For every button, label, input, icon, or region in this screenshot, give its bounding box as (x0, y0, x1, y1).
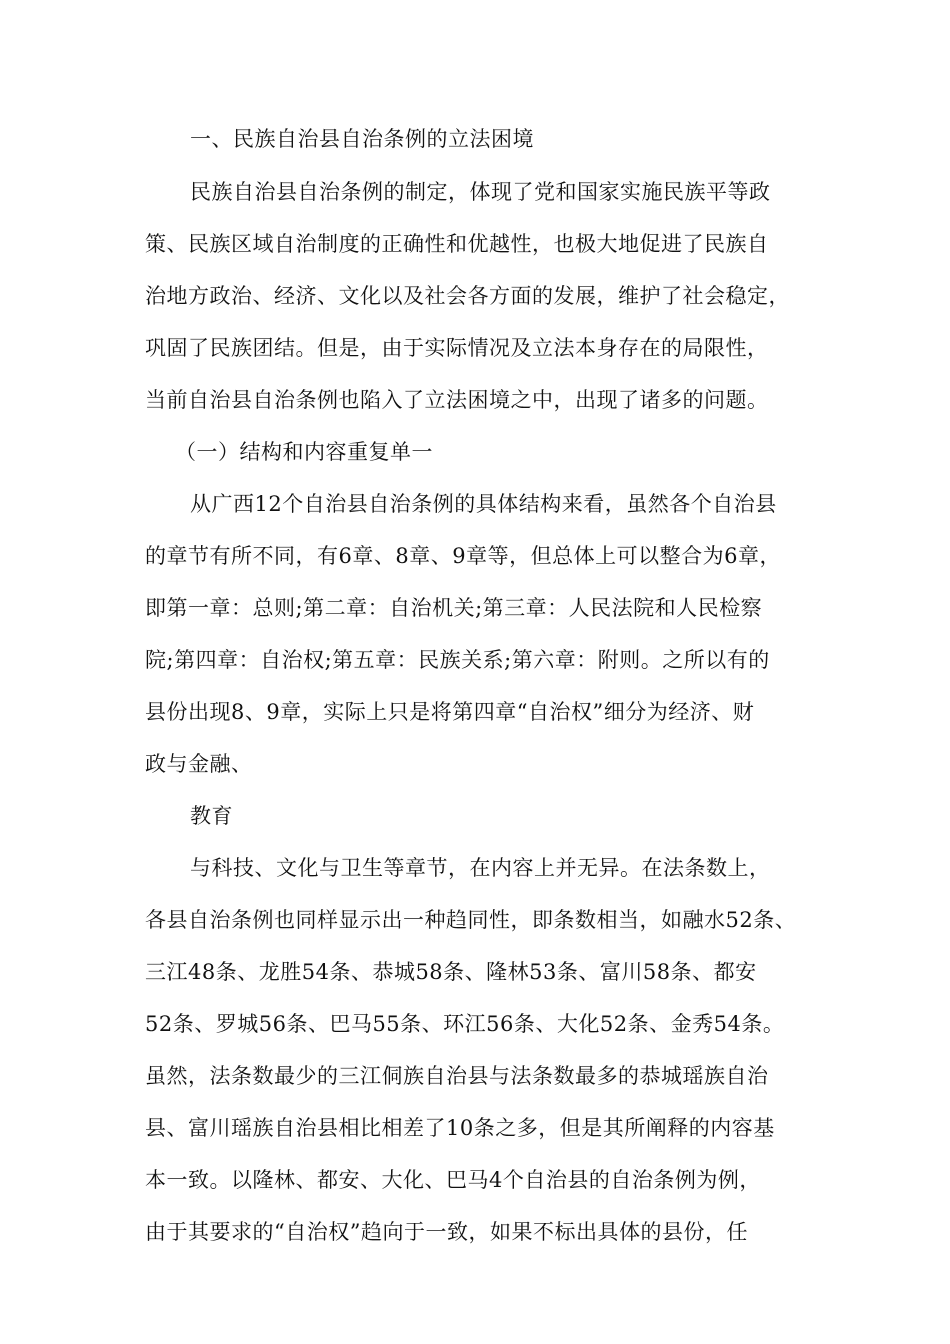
paragraph-1-line-4: 巩固了民族团结。但是，由于实际情况及立法本身存在的局限性， (145, 336, 769, 360)
paragraph-4-line-3: 三江48条、龙胜54条、恭城58条、隆林53条、富川58条、都安 (145, 960, 757, 984)
paragraph-2-line-2: 的章节有所不同，有6章、8章、9章等，但总体上可以整合为6章， (145, 544, 781, 568)
paragraph-4-line-6: 县、富川瑶族自治县相比相差了10条之多，但是其所阐释的内容基 (145, 1116, 775, 1140)
paragraph-1-line-3: 治地方政治、经济、文化以及社会各方面的发展，维护了社会稳定， (145, 284, 790, 308)
paragraph-1-line-5: 当前自治县自治条例也陷入了立法困境之中，出现了诸多的问题。 (145, 388, 769, 412)
paragraph-1-line-1: 民族自治县自治条例的制定，体现了党和国家实施民族平等政 (190, 180, 771, 204)
paragraph-4-line-4: 52条、罗城56条、巴马55条、环江56条、大化52条、金秀54条。 (145, 1012, 785, 1036)
paragraph-2-line-5: 县份出现8、9章，实际上只是将第四章“自治权”细分为经济、财 (145, 700, 755, 724)
paragraph-4-line-8: 由于其要求的“自治权”趋向于一致，如果不标出具体的县份，任 (145, 1220, 748, 1244)
paragraph-4-line-5: 虽然，法条数最少的三江侗族自治县与法条数最多的恭城瑶族自治 (145, 1064, 769, 1088)
paragraph-2-line-4: 院;第四章：自治权;第五章：民族关系;第六章：附则。之所以有的 (145, 648, 770, 672)
subsection-heading: （一）结构和内容重复单一 (175, 440, 433, 464)
section-heading: 一、民族自治县自治条例的立法困境 (190, 127, 534, 151)
paragraph-3: 教育 (190, 804, 233, 828)
paragraph-4-line-1: 与科技、文化与卫生等章节，在内容上并无异。在法条数上， (190, 856, 771, 880)
paragraph-2-line-6: 政与金融、 (145, 752, 253, 776)
paragraph-1-line-2: 策、民族区域自治制度的正确性和优越性，也极大地促进了民族自 (145, 232, 769, 256)
paragraph-4-line-7: 本一致。以隆林、都安、大化、巴马4个自治县的自治条例为例， (145, 1168, 761, 1192)
paragraph-2-line-1: 从广西12个自治县自治条例的具体结构来看，虽然各个自治县 (190, 492, 777, 516)
paragraph-4-line-2: 各县自治条例也同样显示出一种趋同性，即条数相当，如融水52条、 (145, 908, 797, 932)
paragraph-2-line-3: 即第一章：总则;第二章：自治机关;第三章：人民法院和人民检察 (145, 596, 763, 620)
